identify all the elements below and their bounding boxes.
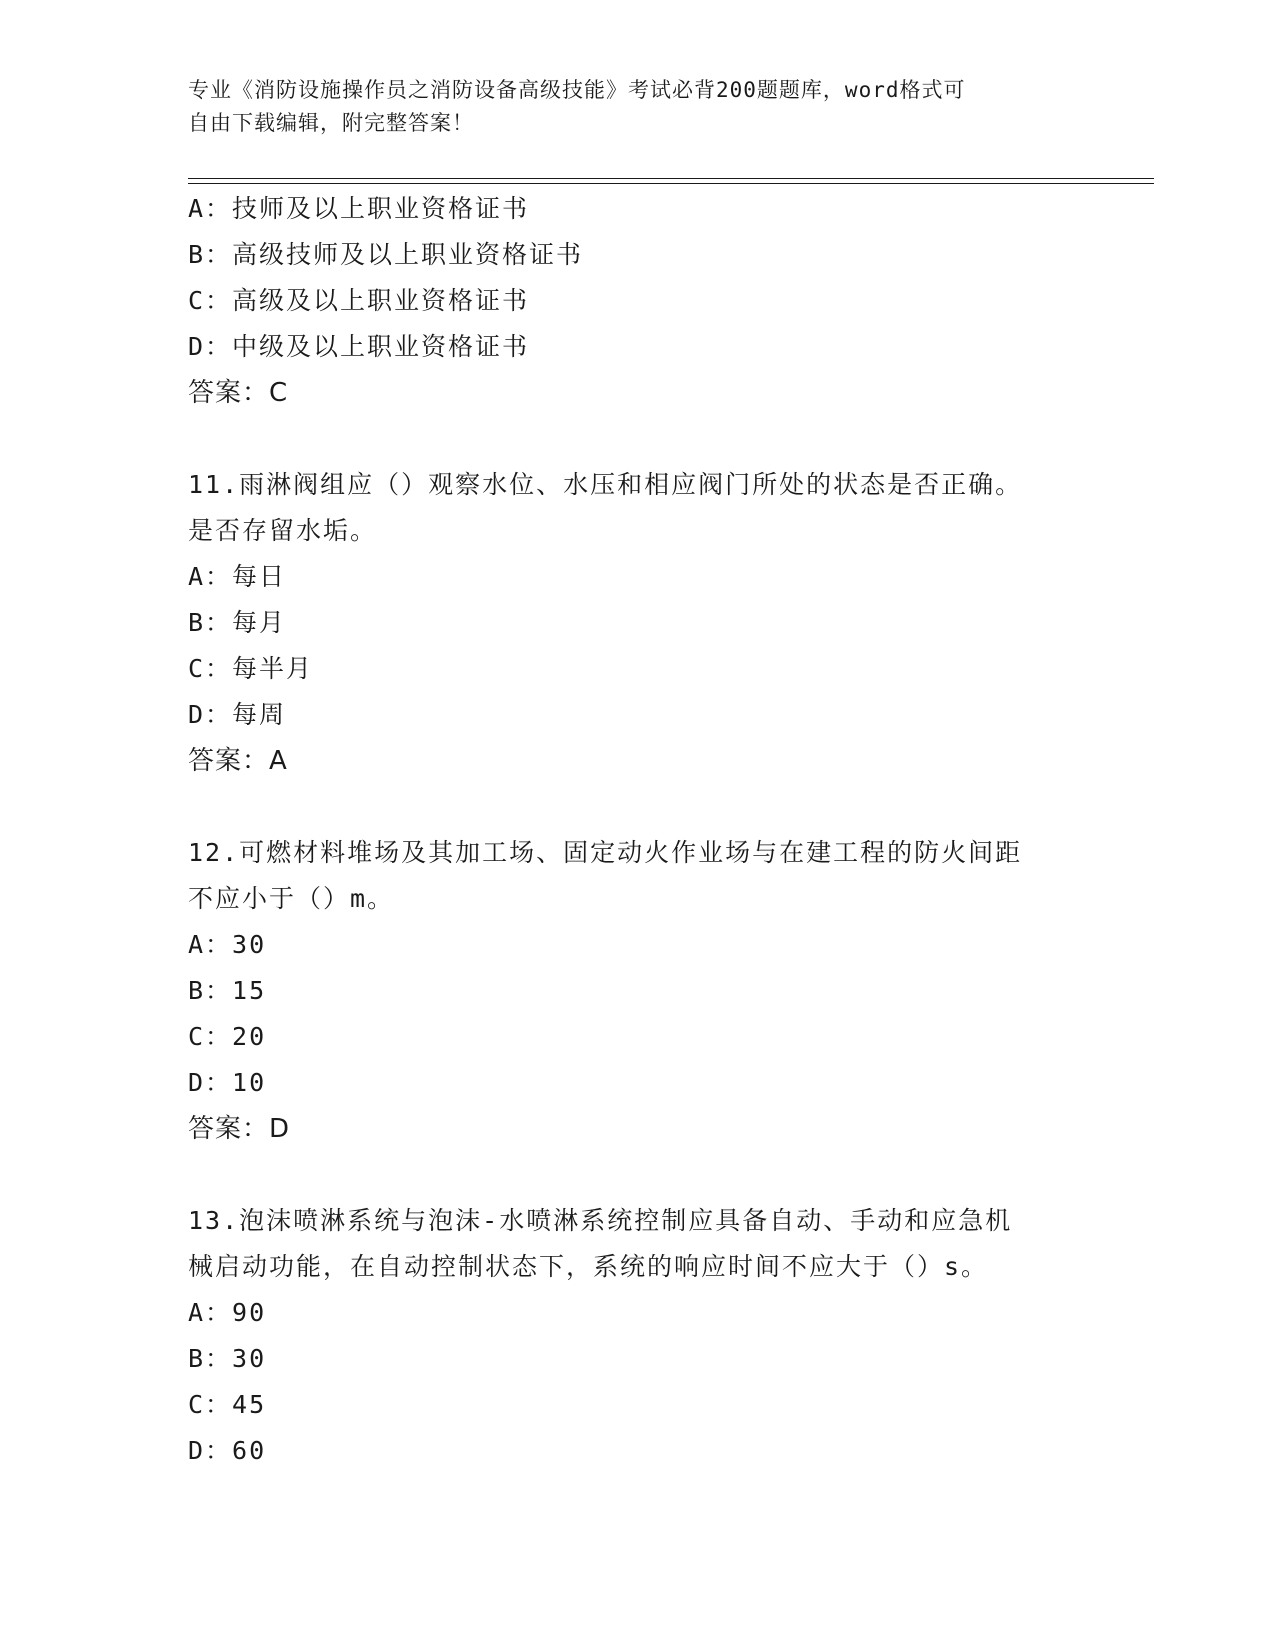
option-d: D：每周 — [188, 700, 287, 729]
answer: 答案：A — [188, 746, 288, 776]
spacer — [188, 416, 1088, 462]
question-10-continued — [188, 186, 1088, 416]
option-c: C：高级及以上职业资格证书 — [188, 286, 530, 315]
question-text-line-2: 是否存留水垢。 — [188, 516, 378, 545]
question-text-line-1: 12.可燃材料堆场及其加工场、固定动火作业场与在建工程的防火间距 — [188, 838, 1023, 867]
option-b: B：30 — [188, 1344, 267, 1373]
option-b: B：15 — [188, 976, 267, 1005]
answer: 答案：C — [188, 378, 289, 408]
spacer — [188, 1152, 1088, 1198]
question-text-line-1: 11.雨淋阀组应（）观察水位、水压和相应阀门所处的状态是否正确。 — [188, 470, 1023, 499]
option-b: B：每月 — [188, 608, 287, 637]
option-a: A：90 — [188, 1298, 267, 1327]
question-text-line-2: 械启动功能，在自动控制状态下，系统的响应时间不应大于（）s。 — [188, 1252, 989, 1281]
option-c: C：20 — [188, 1022, 267, 1051]
question-list — [188, 186, 1088, 1474]
header-line-2: 自由下载编辑，附完整答案！ — [188, 111, 474, 135]
option-a: A：每日 — [188, 562, 287, 591]
question-11 — [188, 462, 1088, 784]
option-a: A：技师及以上职业资格证书 — [188, 194, 530, 223]
option-d: D：60 — [188, 1436, 267, 1465]
document-header — [188, 74, 1068, 140]
option-c: C：每半月 — [188, 654, 314, 683]
header-divider-bottom — [188, 183, 1154, 184]
question-text-line-2: 不应小于（）m。 — [188, 884, 395, 913]
answer: 答案：D — [188, 1114, 291, 1144]
option-d: D：中级及以上职业资格证书 — [188, 332, 530, 361]
option-b: B：高级技师及以上职业资格证书 — [188, 240, 584, 269]
question-text-line-1: 13.泡沫喷淋系统与泡沫-水喷淋系统控制应具备自动、手动和应急机 — [188, 1206, 1013, 1235]
header-divider-top — [188, 178, 1154, 179]
option-a: A：30 — [188, 930, 267, 959]
question-13 — [188, 1198, 1088, 1474]
spacer — [188, 784, 1088, 830]
header-line-1: 专业《消防设施操作员之消防设备高级技能》考试必背200题题库，word格式可 — [188, 78, 966, 102]
option-c: C：45 — [188, 1390, 267, 1419]
question-12 — [188, 830, 1088, 1152]
option-d: D：10 — [188, 1068, 267, 1097]
